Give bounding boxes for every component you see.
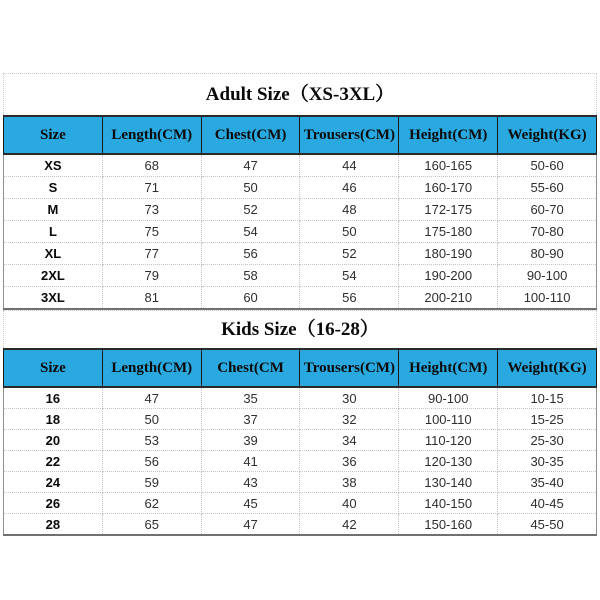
column-header: Size (4, 116, 103, 154)
data-cell: 56 (102, 451, 201, 472)
data-cell: 100-110 (498, 287, 597, 310)
data-cell: 46 (300, 177, 399, 199)
data-cell: 200-210 (399, 287, 498, 310)
size-cell: L (4, 221, 103, 243)
size-cell: 22 (4, 451, 103, 472)
data-cell: 56 (201, 243, 300, 265)
table-row (4, 514, 597, 536)
table-row (4, 221, 597, 243)
table-row (4, 154, 597, 177)
adult-table-header (4, 116, 597, 154)
adult-size-table (3, 115, 597, 310)
adult-size-section (3, 73, 597, 310)
data-cell: 160-170 (399, 177, 498, 199)
size-cell: M (4, 199, 103, 221)
data-cell: 40 (300, 493, 399, 514)
data-cell: 140-150 (399, 493, 498, 514)
size-cell: 16 (4, 387, 103, 409)
data-cell: 180-190 (399, 243, 498, 265)
size-cell: S (4, 177, 103, 199)
kids-size-table (3, 348, 597, 536)
data-cell: 30 (300, 387, 399, 409)
column-header: Height(CM) (399, 116, 498, 154)
data-cell: 175-180 (399, 221, 498, 243)
data-cell: 30-35 (498, 451, 597, 472)
data-cell: 54 (300, 265, 399, 287)
data-cell: 53 (102, 430, 201, 451)
data-cell: 90-100 (399, 387, 498, 409)
data-cell: 10-15 (498, 387, 597, 409)
data-cell: 54 (201, 221, 300, 243)
table-row (4, 430, 597, 451)
data-cell: 39 (201, 430, 300, 451)
size-cell: 18 (4, 409, 103, 430)
data-cell: 60-70 (498, 199, 597, 221)
column-header: Height(CM) (399, 349, 498, 387)
data-cell: 160-165 (399, 154, 498, 177)
data-cell: 43 (201, 472, 300, 493)
data-cell: 68 (102, 154, 201, 177)
data-cell: 52 (300, 243, 399, 265)
data-cell: 32 (300, 409, 399, 430)
data-cell: 37 (201, 409, 300, 430)
size-cell: 3XL (4, 287, 103, 310)
data-cell: 56 (300, 287, 399, 310)
data-cell: 172-175 (399, 199, 498, 221)
data-cell: 47 (201, 514, 300, 536)
column-header: Weight(KG) (498, 349, 597, 387)
table-row (4, 177, 597, 199)
data-cell: 130-140 (399, 472, 498, 493)
data-cell: 90-100 (498, 265, 597, 287)
data-cell: 45-50 (498, 514, 597, 536)
column-header: Size (4, 349, 103, 387)
data-cell: 65 (102, 514, 201, 536)
size-cell: 26 (4, 493, 103, 514)
table-row (4, 287, 597, 310)
header-row (4, 116, 597, 154)
data-cell: 70-80 (498, 221, 597, 243)
data-cell: 35 (201, 387, 300, 409)
data-cell: 15-25 (498, 409, 597, 430)
kids-table-body (4, 387, 597, 535)
data-cell: 59 (102, 472, 201, 493)
size-cell: 28 (4, 514, 103, 536)
data-cell: 100-110 (399, 409, 498, 430)
data-cell: 81 (102, 287, 201, 310)
column-header: Chest(CM) (201, 116, 300, 154)
data-cell: 75 (102, 221, 201, 243)
column-header: Length(CM) (102, 116, 201, 154)
table-row (4, 451, 597, 472)
data-cell: 55-60 (498, 177, 597, 199)
data-cell: 52 (201, 199, 300, 221)
table-row (4, 265, 597, 287)
kids-table-title: Kids Size（16-28） (3, 310, 597, 348)
data-cell: 120-130 (399, 451, 498, 472)
table-row (4, 472, 597, 493)
data-cell: 62 (102, 493, 201, 514)
data-cell: 25-30 (498, 430, 597, 451)
data-cell: 50 (102, 409, 201, 430)
size-cell: 24 (4, 472, 103, 493)
data-cell: 80-90 (498, 243, 597, 265)
data-cell: 79 (102, 265, 201, 287)
column-header: Trousers(CM) (300, 116, 399, 154)
column-header: Trousers(CM) (300, 349, 399, 387)
data-cell: 44 (300, 154, 399, 177)
table-row (4, 243, 597, 265)
data-cell: 190-200 (399, 265, 498, 287)
data-cell: 36 (300, 451, 399, 472)
data-cell: 60 (201, 287, 300, 310)
data-cell: 42 (300, 514, 399, 536)
column-header: Chest(CM (201, 349, 300, 387)
kids-size-section (3, 310, 597, 536)
column-header: Length(CM) (102, 349, 201, 387)
data-cell: 45 (201, 493, 300, 514)
adult-table-title: Adult Size（XS-3XL） (3, 73, 597, 115)
size-chart-sheet (3, 73, 597, 536)
data-cell: 47 (201, 154, 300, 177)
table-row (4, 409, 597, 430)
data-cell: 73 (102, 199, 201, 221)
data-cell: 58 (201, 265, 300, 287)
data-cell: 47 (102, 387, 201, 409)
column-header: Weight(KG) (498, 116, 597, 154)
kids-table-header (4, 349, 597, 387)
data-cell: 71 (102, 177, 201, 199)
size-cell: XL (4, 243, 103, 265)
size-cell: 2XL (4, 265, 103, 287)
data-cell: 48 (300, 199, 399, 221)
size-cell: XS (4, 154, 103, 177)
data-cell: 150-160 (399, 514, 498, 536)
data-cell: 50-60 (498, 154, 597, 177)
data-cell: 50 (201, 177, 300, 199)
size-cell: 20 (4, 430, 103, 451)
data-cell: 110-120 (399, 430, 498, 451)
data-cell: 50 (300, 221, 399, 243)
header-row (4, 349, 597, 387)
data-cell: 35-40 (498, 472, 597, 493)
adult-table-body (4, 154, 597, 309)
data-cell: 34 (300, 430, 399, 451)
table-row (4, 493, 597, 514)
table-row (4, 387, 597, 409)
table-row (4, 199, 597, 221)
data-cell: 38 (300, 472, 399, 493)
data-cell: 40-45 (498, 493, 597, 514)
data-cell: 77 (102, 243, 201, 265)
data-cell: 41 (201, 451, 300, 472)
